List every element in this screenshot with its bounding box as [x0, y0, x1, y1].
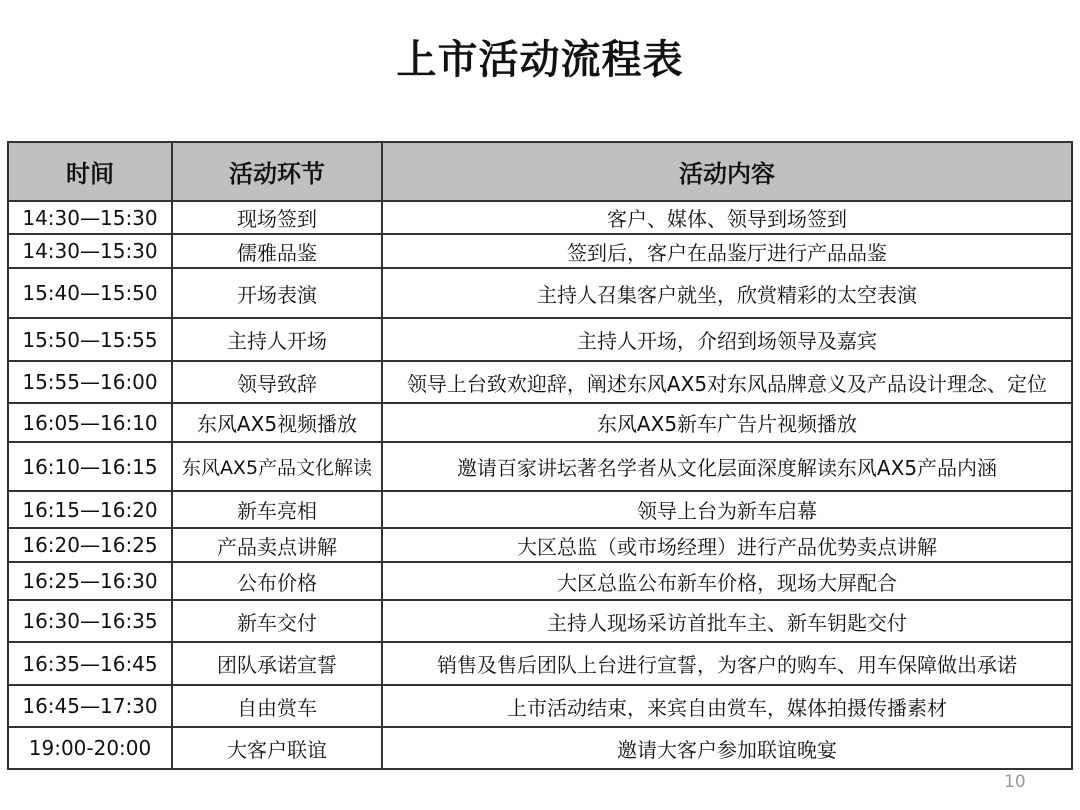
time-cell: 15:50—15:55 [8, 318, 172, 361]
time-cell: 14:30—15:30 [8, 201, 172, 234]
content-cell: 邀请百家讲坛著名学者从文化层面深度解读东风AX5产品内涵 [382, 442, 1072, 491]
table-row [8, 727, 1072, 769]
header-content: 活动内容 [382, 142, 1072, 201]
content-cell: 主持人开场，介绍到场领导及嘉宾 [382, 318, 1072, 361]
segment-cell: 团队承诺宣誓 [172, 642, 382, 685]
time-cell: 15:55—16:00 [8, 361, 172, 403]
content-cell: 签到后，客户在品鉴厅进行产品品鉴 [382, 234, 1072, 268]
time-cell: 19:00-20:00 [8, 727, 172, 769]
segment-cell: 主持人开场 [172, 318, 382, 361]
time-cell: 16:45—17:30 [8, 685, 172, 727]
time-cell: 16:10—16:15 [8, 442, 172, 491]
time-cell: 16:15—16:20 [8, 491, 172, 528]
segment-cell: 自由赏车 [172, 685, 382, 727]
segment-cell: 公布价格 [172, 562, 382, 600]
time-cell: 15:40—15:50 [8, 268, 172, 318]
content-cell: 东风AX5新车广告片视频播放 [382, 403, 1072, 442]
segment-cell: 产品卖点讲解 [172, 528, 382, 562]
content-cell: 上市活动结束，来宾自由赏车，媒体拍摄传播素材 [382, 685, 1072, 727]
header-time: 时间 [8, 142, 172, 201]
table-row [8, 268, 1072, 318]
content-cell: 主持人召集客户就坐，欣赏精彩的太空表演 [382, 268, 1072, 318]
segment-cell: 东风AX5视频播放 [172, 403, 382, 442]
content-cell: 领导上台致欢迎辞，阐述东风AX5对东风品牌意义及产品设计理念、定位 [382, 361, 1072, 403]
table-row [8, 318, 1072, 361]
time-cell: 16:30—16:35 [8, 600, 172, 642]
header-segment: 活动环节 [172, 142, 382, 201]
page-title: 上市活动流程表 [396, 37, 684, 83]
content-cell: 客户、媒体、领导到场签到 [382, 201, 1072, 234]
segment-cell: 大客户联谊 [172, 727, 382, 769]
time-cell: 16:05—16:10 [8, 403, 172, 442]
time-cell: 16:25—16:30 [8, 562, 172, 600]
content-cell: 销售及售后团队上台进行宣誓，为客户的购车、用车保障做出承诺 [382, 642, 1072, 685]
table-row [8, 642, 1072, 685]
segment-cell: 领导致辞 [172, 361, 382, 403]
table-row [8, 600, 1072, 642]
table-row [8, 403, 1072, 442]
content-cell: 大区总监公布新车价格，现场大屏配合 [382, 562, 1072, 600]
table-row [8, 442, 1072, 491]
time-cell: 16:35—16:45 [8, 642, 172, 685]
content-cell: 大区总监（或市场经理）进行产品优势卖点讲解 [382, 528, 1072, 562]
table-row [8, 361, 1072, 403]
segment-cell: 新车交付 [172, 600, 382, 642]
table-row [8, 528, 1072, 562]
segment-cell: 新车亮相 [172, 491, 382, 528]
content-cell: 领导上台为新车启幕 [382, 491, 1072, 528]
segment-cell: 现场签到 [172, 201, 382, 234]
table-row [8, 685, 1072, 727]
time-cell: 14:30—15:30 [8, 234, 172, 268]
time-cell: 16:20—16:25 [8, 528, 172, 562]
content-cell: 主持人现场采访首批车主、新车钥匙交付 [382, 600, 1072, 642]
segment-cell: 儒雅品鉴 [172, 234, 382, 268]
page-number: 10 [1004, 772, 1026, 792]
segment-cell: 东风AX5产品文化解读 [172, 442, 382, 491]
schedule-table [7, 141, 1073, 770]
table-row [8, 234, 1072, 268]
table-row [8, 491, 1072, 528]
segment-cell: 开场表演 [172, 268, 382, 318]
table-row [8, 562, 1072, 600]
table-header-row [8, 142, 1072, 201]
table-row [8, 201, 1072, 234]
content-cell: 邀请大客户参加联谊晚宴 [382, 727, 1072, 769]
